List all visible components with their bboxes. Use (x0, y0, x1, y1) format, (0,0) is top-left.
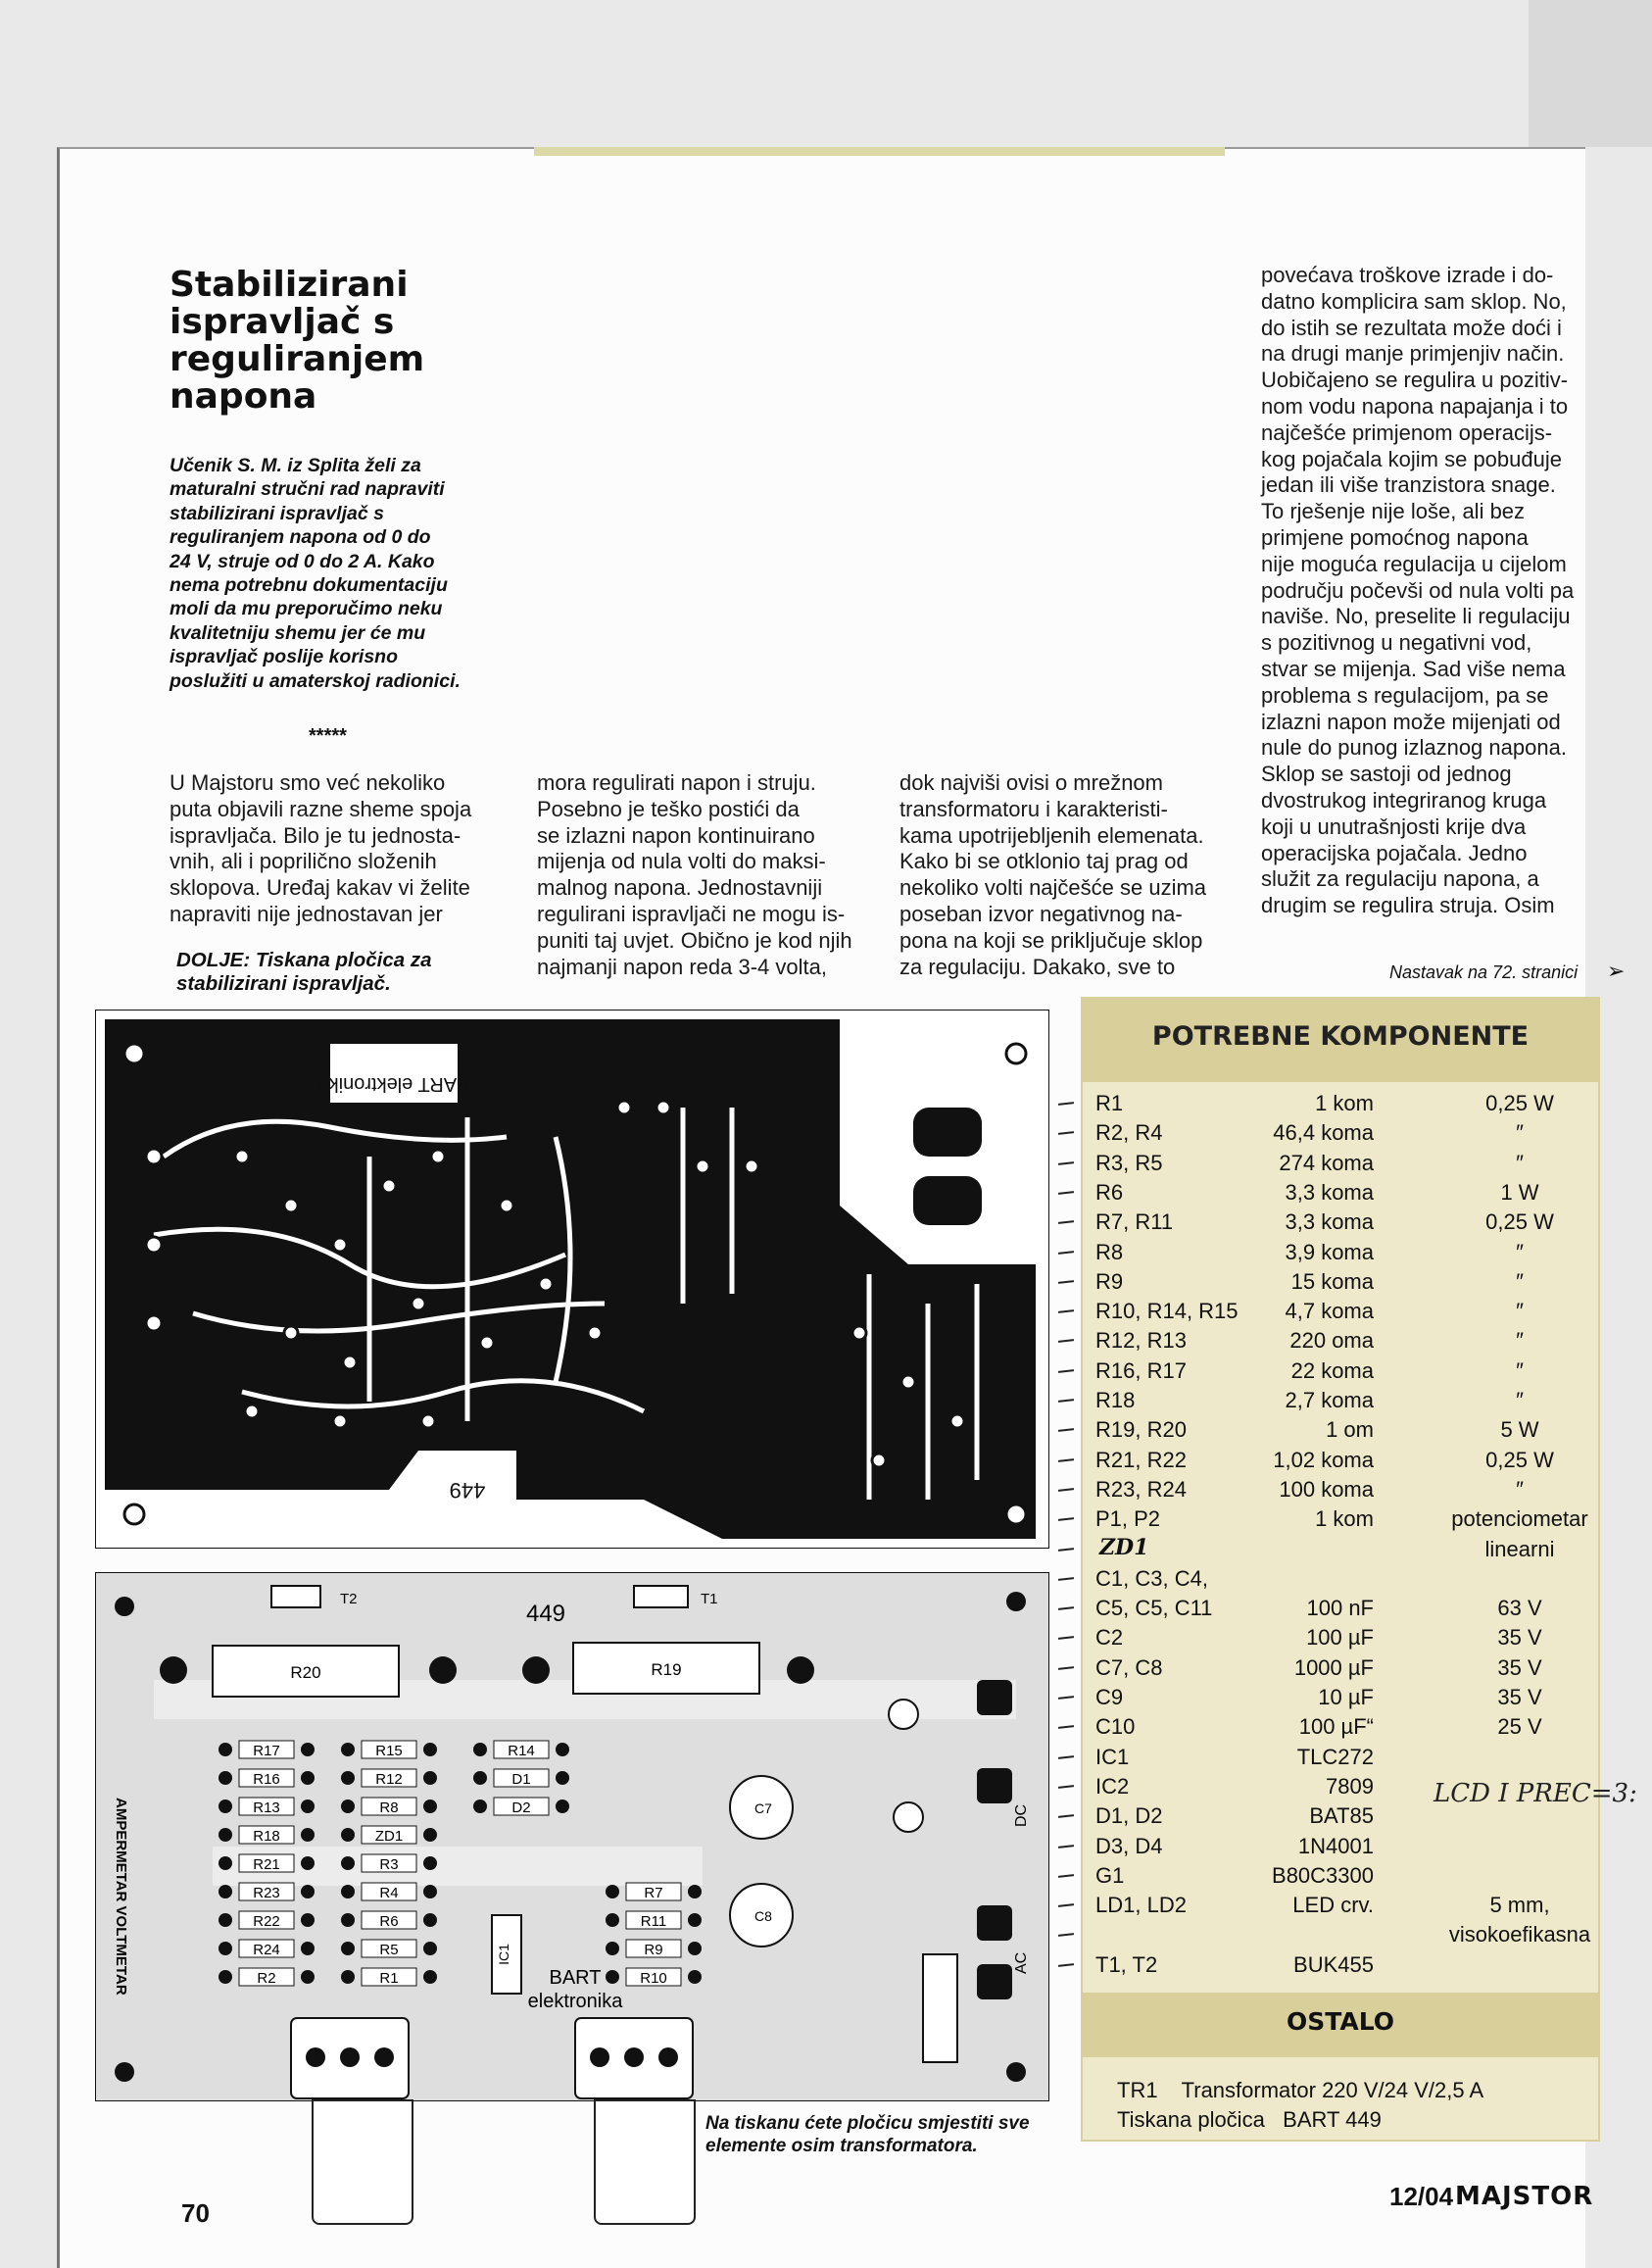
part-note: 35 V (1497, 1625, 1542, 1650)
svg-text:C8: C8 (754, 1908, 772, 1924)
part-value: 3,9 koma (1285, 1240, 1374, 1264)
pcb-pad (423, 1771, 437, 1785)
pcb-pad (423, 1743, 437, 1756)
part-note: 5 mm, (1489, 1893, 1550, 1917)
part-value: 1,02 koma (1273, 1448, 1374, 1472)
pcb-pad (219, 1885, 232, 1898)
svg-text:449: 449 (449, 1478, 486, 1503)
pcb-pad (423, 1913, 437, 1927)
pcb-pad (341, 1913, 355, 1927)
pcb-part-label: R23 (253, 1885, 280, 1901)
part-name: R10, R14, R15 (1095, 1299, 1239, 1323)
pcb-pad (473, 1800, 487, 1813)
article-intro: Učenik S. M. iz Splita želi za maturalni stručni rad napraviti stabilizirani ispravljač s reguliranjem napona od 0 do 24 V, struje od 0 do 2 A. Kako nema potrebnu dokumentaciju moli da mu preporučimo neku kvalitetniju shemu jer će mu ispravljač poslije korisno poslužiti u amaterskoj radionici. (170, 455, 461, 692)
magazine-name: MAJSTOR (1455, 2182, 1594, 2211)
pcb-part-label: R9 (644, 1942, 663, 1958)
pcb-pad (423, 1970, 437, 1984)
part-value: 100 µF“ (1298, 1714, 1374, 1739)
pcb-pad (341, 1970, 355, 1984)
part-name: IC1 (1095, 1745, 1130, 1769)
part-name: R16, R17 (1095, 1358, 1187, 1383)
pcb-pad (301, 1743, 315, 1756)
pcb-pad (219, 1856, 232, 1870)
part-name: C2 (1095, 1625, 1124, 1650)
svg-text:T1: T1 (701, 1591, 718, 1607)
part-value: 15 koma (1290, 1269, 1374, 1294)
parts-row (1095, 1209, 1595, 1239)
pcb-pad (341, 1856, 355, 1870)
other-item-name: Tiskana pločica (1117, 2107, 1265, 2132)
pcb-part-label: R7 (644, 1885, 663, 1901)
parts-row (1095, 1151, 1595, 1180)
part-note: ″ (1516, 1151, 1524, 1175)
part-name: R1 (1095, 1091, 1124, 1115)
part-note: 35 V (1497, 1655, 1542, 1680)
part-note: linearni (1484, 1537, 1555, 1561)
pcb-pad (301, 1970, 315, 1984)
part-name: C10 (1095, 1714, 1136, 1739)
pcb-pad (688, 1942, 702, 1955)
part-note: ″ (1516, 1388, 1524, 1412)
pcb-part-label: R12 (375, 1771, 403, 1788)
parts-row (1095, 1834, 1595, 1863)
pcb-pad (341, 1885, 355, 1898)
pcb-pad (341, 1828, 355, 1842)
pcb-part-label: R17 (253, 1743, 280, 1759)
parts-row (1095, 1655, 1595, 1685)
part-name: R7, R11 (1095, 1209, 1174, 1234)
pcb-pad (473, 1771, 487, 1785)
other-item-board (1117, 2107, 1382, 2133)
svg-text:AC: AC (1013, 1951, 1030, 1974)
svg-text:BART: BART (549, 1967, 602, 1989)
part-value: 1 kom (1315, 1091, 1374, 1115)
pcb-pad (606, 1885, 619, 1898)
part-name: R21, R22 (1095, 1448, 1187, 1472)
pcb-pad (556, 1771, 569, 1785)
pcb-logo-text: BART elektronika (317, 1073, 470, 1095)
pcb-pad (219, 1800, 232, 1813)
parts-row (1095, 1269, 1595, 1299)
part-note: ″ (1516, 1240, 1524, 1264)
pcb-pad (556, 1800, 569, 1813)
pcb-part-label: R4 (379, 1885, 399, 1901)
part-name: C5, C5, C11 (1095, 1596, 1213, 1620)
pcb-part-label: R22 (253, 1913, 280, 1930)
pcb-part-label: R10 (640, 1970, 667, 1987)
pcb-part-label: R14 (508, 1743, 535, 1759)
part-name: R9 (1095, 1269, 1124, 1294)
pcb-pad (301, 1800, 315, 1813)
pcb-part-label: R13 (253, 1800, 280, 1816)
parts-row (1095, 1685, 1595, 1714)
pcb-pad (219, 1913, 232, 1927)
pcb-pad (301, 1885, 315, 1898)
parts-row (1095, 1922, 1595, 1951)
pcb-pad (301, 1913, 315, 1927)
part-note: ″ (1516, 1328, 1524, 1353)
part-note: ″ (1516, 1358, 1524, 1383)
article-column-1: U Majstoru smo već nekoliko puta objavili razne sheme spoja ispravljača. Bilo je tu jednosta- vnih, ali i poprilično složenih sklopova. Uređaj kakav vi želite napraviti nije jednostavan jer (170, 770, 472, 926)
part-name: G1 (1095, 1863, 1125, 1888)
part-value: 100 nF (1306, 1596, 1374, 1620)
part-note: ″ (1516, 1477, 1524, 1502)
parts-row (1095, 1328, 1595, 1357)
pcb-part-label: R21 (253, 1856, 280, 1873)
part-note: ″ (1516, 1299, 1524, 1323)
part-value: BUK455 (1293, 1952, 1374, 1977)
pcb-part-label: R11 (640, 1913, 667, 1930)
pcb-pad (688, 1913, 702, 1927)
part-value: 274 koma (1279, 1151, 1374, 1175)
pcb-pad (423, 1942, 437, 1955)
svg-text:C7: C7 (754, 1800, 772, 1816)
part-note: 0,25 W (1485, 1091, 1554, 1115)
part-value: 10 µF (1318, 1685, 1374, 1709)
part-name: D3, D4 (1095, 1834, 1163, 1858)
potentiometer-p2-shaft (594, 2099, 696, 2225)
pcb-pad (219, 1970, 232, 1984)
other-item-value: Transformator 220 V/24 V/2,5 A (1181, 2078, 1484, 2102)
parts-row (1095, 1388, 1595, 1417)
pcb-pad (341, 1771, 355, 1785)
pcb-part-label: D1 (511, 1771, 531, 1788)
part-name: C1, C3, C4, (1095, 1566, 1208, 1591)
article-column-2: mora regulirati napon i struju. Posebno je teško postići da se izlazni napon kontinuirano mijenja od nula volti do maksi- malnog napona. Jednostavniji regulirani ispravljači ne mogu is- puniti taj uvjet. Obično je kod njih najmanji napon reda 3-4 volta, (537, 770, 852, 979)
pcb-copper-layout (95, 1010, 1049, 1549)
pcb-part-label: ZD1 (374, 1828, 404, 1845)
part-name: C9 (1095, 1685, 1124, 1709)
part-value: B80C3300 (1272, 1863, 1374, 1888)
part-note: 1 W (1500, 1180, 1539, 1205)
article-title: Stabilizirani ispravljač s reguliranjem napona (170, 265, 425, 417)
pcb-part-label: R1 (379, 1970, 399, 1987)
part-value: 22 koma (1290, 1358, 1374, 1383)
pcb-part-label: R5 (379, 1942, 399, 1958)
parts-row (1095, 1745, 1595, 1774)
pcb-pad (473, 1743, 487, 1756)
pcb-pad (301, 1856, 315, 1870)
parts-row (1095, 1358, 1595, 1388)
other-item-tr1 (1117, 2078, 1483, 2103)
pcb-pad (688, 1970, 702, 1984)
svg-text:R20: R20 (290, 1663, 321, 1682)
part-note: 0,25 W (1485, 1448, 1554, 1472)
part-note: ″ (1516, 1269, 1524, 1294)
article-column-3: dok najviši ovisi o mrežnom transformatoru i karakteristi- kama upotrijebljenih elemenata. Kako bi se otklonio taj prag od nekoliko volti najčešće se uzima poseban izvor negativnog na- pona na koji se priključuje sklop za regulaciju. Dakako, sve to (899, 770, 1207, 979)
parts-row (1095, 1477, 1595, 1506)
parts-row (1095, 1863, 1595, 1893)
part-name: R19, R20 (1095, 1417, 1187, 1442)
parts-row (1095, 1566, 1595, 1596)
part-note: potenciometar (1451, 1506, 1588, 1531)
svg-text:AMPERMETAR VOLTMETAR: AMPERMETAR VOLTMETAR (113, 1798, 129, 1996)
pcb-pad (219, 1942, 232, 1955)
part-value: 46,4 koma (1273, 1120, 1374, 1145)
pcb-pad (556, 1743, 569, 1756)
part-name: T1, T2 (1095, 1952, 1158, 1977)
pcb-part-label: R2 (257, 1970, 276, 1987)
pcb-pad (219, 1743, 232, 1756)
pcb-pad (301, 1828, 315, 1842)
pcb-part-label: R3 (379, 1856, 399, 1873)
page-shadow (1529, 0, 1652, 147)
board-caption: Na tiskanu ćete pločicu smjestiti sve elemente osim transformatora. (705, 2113, 1030, 2156)
article-column-4: povećava troškove izrade i do- datno komplicira sam sklop. No, do istih se rezultata može doći i na drugi manje primjenjiv način. Uobičajeno se regulira u pozitiv- nom vodu napona napajanja i to najčešće primjenom operacijs- kog pojačala kojim se pobuđuje jedan ili više tranzistora snage. To rješenje nije loše, ali bez primjene pomoćnog napona nije moguća regulacija u cijelom području počevši od nula volti pa naviše. No, preselite li regulaciju s pozitivnog u negativni vod, stvar se mijenja. Sad više nema problema s regulacijom, pa se izlazni napon može mijenjati od nule do punog izlaznog napona. Sklop se sastoji od jednog dvostrukog integriranog kruga koji u unutrašnjosti krije dva operacijska pojačala. Jedno služit za regulaciju napona, a drugim se regulira struja. Osim (1261, 263, 1575, 918)
part-value: 7809 (1326, 1774, 1374, 1799)
part-value: 3,3 koma (1285, 1180, 1374, 1205)
part-value: 220 oma (1289, 1328, 1374, 1353)
top-color-band (534, 147, 1225, 156)
part-value: LED crv. (1292, 1893, 1374, 1917)
part-note: 5 W (1500, 1417, 1539, 1442)
part-note: 0,25 W (1485, 1209, 1554, 1234)
pcb-pad (341, 1743, 355, 1756)
parts-row (1095, 1714, 1595, 1744)
issue-number: 12/04 (1389, 2182, 1454, 2211)
pcb-pad (606, 1942, 619, 1955)
pcb-pad (219, 1771, 232, 1785)
pcb-part-label: D2 (511, 1800, 531, 1816)
part-note: 35 V (1497, 1685, 1542, 1709)
part-note: visokoefikasna (1448, 1922, 1591, 1947)
parts-row (1095, 1952, 1595, 1982)
other-item-name: TR1 (1117, 2078, 1158, 2102)
parts-row (1095, 1893, 1595, 1922)
part-value: 100 µF (1306, 1625, 1374, 1650)
part-name: R18 (1095, 1388, 1136, 1412)
part-value: 100 koma (1279, 1477, 1374, 1502)
svg-text:449: 449 (525, 1601, 566, 1627)
part-note: ″ (1516, 1120, 1524, 1145)
pcb-pad (688, 1885, 702, 1898)
pcb-pad (341, 1942, 355, 1955)
parts-row (1095, 1091, 1595, 1120)
parts-row (1095, 1625, 1595, 1654)
parts-row (1095, 1596, 1595, 1625)
part-name: C7, C8 (1095, 1655, 1163, 1680)
pcb-pad (423, 1828, 437, 1842)
svg-text:elektronika: elektronika (527, 1991, 623, 2012)
parts-row (1095, 1537, 1595, 1566)
part-value: 2,7 koma (1285, 1388, 1374, 1412)
part-name: IC2 (1095, 1774, 1130, 1799)
page-number: 70 (181, 2198, 210, 2228)
continue-arrow-icon: ➢ (1607, 959, 1626, 983)
pcb-part-label: R6 (379, 1913, 399, 1930)
pcb-part-label: R16 (253, 1771, 280, 1788)
parts-row (1095, 1448, 1595, 1477)
parts-row (1095, 1299, 1595, 1328)
svg-text:IC1: IC1 (496, 1944, 511, 1965)
part-value: TLC272 (1296, 1745, 1374, 1769)
svg-text:T2: T2 (340, 1591, 358, 1607)
parts-row (1095, 1120, 1595, 1150)
pcb-part-label: R8 (379, 1800, 399, 1816)
part-value: 1 kom (1315, 1506, 1374, 1531)
other-item-value: BART 449 (1283, 2107, 1382, 2132)
part-value: 1000 µF (1293, 1655, 1374, 1680)
part-name: R3, R5 (1095, 1151, 1163, 1175)
parts-row (1095, 1240, 1595, 1269)
pcb-component-layout (95, 1572, 1049, 2101)
part-value: BAT85 (1309, 1803, 1374, 1828)
part-value: 3,3 koma (1285, 1209, 1374, 1234)
part-value: 1 om (1326, 1417, 1374, 1442)
part-name: R12, R13 (1095, 1328, 1187, 1353)
part-value: 4,7 koma (1285, 1299, 1374, 1323)
handwritten-note: LCD I PREC=3: (1433, 1779, 1637, 1808)
parts-row (1095, 1180, 1595, 1209)
part-note: 25 V (1497, 1714, 1542, 1739)
part-name: D1, D2 (1095, 1803, 1163, 1828)
part-name: R23, R24 (1095, 1477, 1187, 1502)
pcb-pad (341, 1800, 355, 1813)
part-name: R2, R4 (1095, 1120, 1163, 1145)
part-value: 1N4001 (1297, 1834, 1374, 1858)
continued-note: Nastavak na 72. stranici (1389, 962, 1579, 982)
parts-list-title: POTREBNE KOMPONENTE (1151, 1021, 1530, 1052)
pcb-part-label: R15 (375, 1743, 403, 1759)
svg-text:R19: R19 (651, 1660, 682, 1679)
pcb-part-label: R18 (253, 1828, 280, 1845)
pcb-part-label: R24 (253, 1942, 280, 1958)
pcb-pad (606, 1970, 619, 1984)
part-name: R8 (1095, 1240, 1124, 1264)
separator: ***** (309, 725, 347, 747)
handwritten-zd1: ZD1 (1099, 1535, 1149, 1560)
pcb-pad (301, 1771, 315, 1785)
parts-row (1095, 1506, 1595, 1536)
parts-row (1095, 1417, 1595, 1447)
svg-text:DC: DC (1013, 1803, 1030, 1827)
part-name: LD1, LD2 (1095, 1893, 1187, 1917)
other-items-title: OSTALO (1286, 2007, 1394, 2036)
pcb-caption: DOLJE: Tiskana pločica za stabilizirani ispravljač. (176, 949, 432, 995)
potentiometer-p1-shaft (312, 2099, 413, 2225)
part-name: R6 (1095, 1180, 1124, 1205)
pcb-pad (301, 1942, 315, 1955)
pcb-pad (423, 1885, 437, 1898)
pcb-pad (219, 1828, 232, 1842)
pcb-pad (423, 1800, 437, 1813)
pcb-pad (606, 1913, 619, 1927)
part-note: 63 V (1497, 1596, 1542, 1620)
pcb-pad (423, 1856, 437, 1870)
part-name: P1, P2 (1095, 1506, 1161, 1531)
